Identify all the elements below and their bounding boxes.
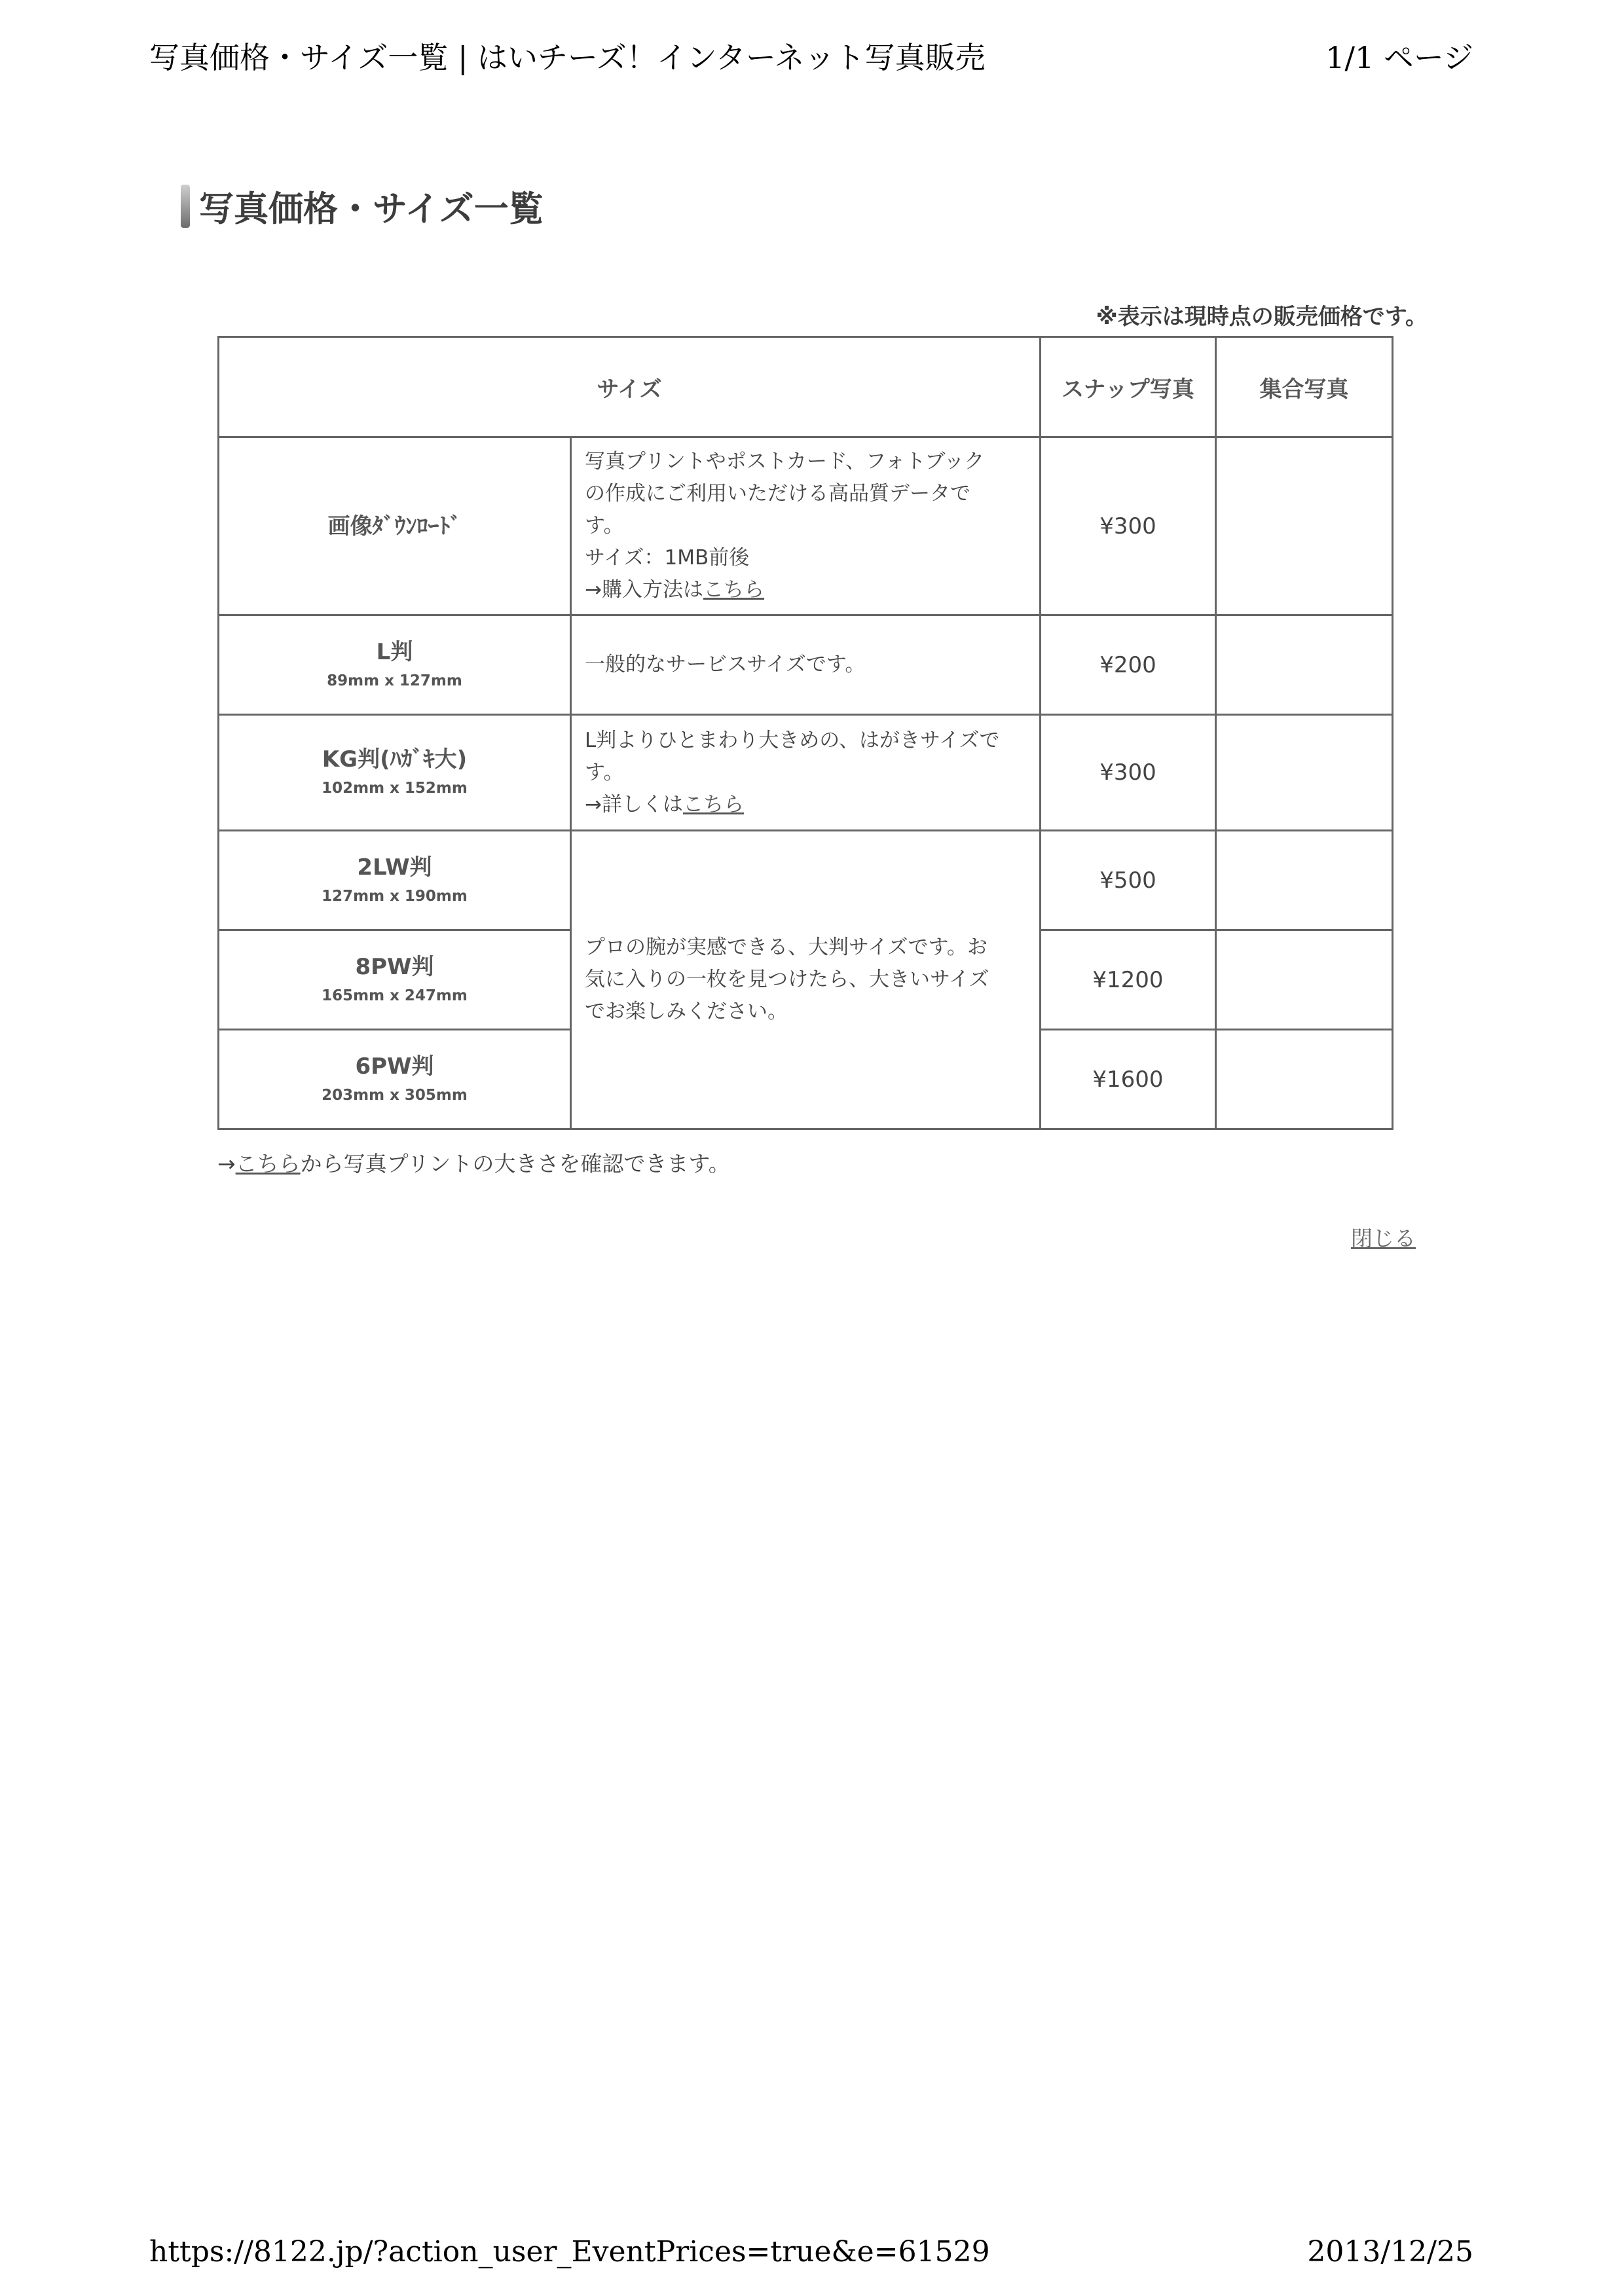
link-prefix: →購入方法は [585,578,703,602]
description-line: 写真プリントやポストカード、フォトブック [585,450,985,473]
group-price [1216,437,1393,615]
table-row [219,831,1393,930]
size-name: 8PW判 [355,953,434,980]
description-line: の作成にご利用いただける高品質データで [585,482,970,505]
page-title: 写真価格・サイズ一覧 [199,189,544,229]
header-snap-photo: スナップ写真 [1041,337,1216,437]
description-line: 一般的なサービスサイズです。 [585,653,866,676]
size-dimensions: 127mm x 190mm [322,887,468,905]
group-price [1216,615,1393,715]
purchase-method-line [585,574,1031,606]
description-line: でお楽しみください。 [585,1000,788,1023]
size-cell [219,615,571,715]
description-line: す。 [585,514,624,538]
size-cell [219,437,571,615]
page-heading [181,183,544,229]
print-size-note [217,1147,730,1178]
print-footer-url: https://8122.jp/?action_user_EventPrices=true&e=61529 [149,2235,990,2269]
size-name: KG判(ﾊｶﾞｷ大) [322,746,468,773]
snap-price: ¥300 [1041,715,1216,831]
print-header-page-number: 1/1 ページ [1325,40,1473,75]
table-header-row [219,337,1393,437]
size-name: 6PW判 [355,1053,434,1080]
header-size: サイズ [219,337,1041,437]
group-price [1216,1030,1393,1129]
size-name: 画像ﾀﾞｳﾝﾛｰﾄﾞ [327,513,462,539]
snap-price: ¥300 [1041,437,1216,615]
details-line [585,789,1031,821]
description-line: サイズ：1MB前後 [585,546,750,570]
header-group-photo: 集合写真 [1216,337,1393,437]
group-price [1216,930,1393,1030]
description-cell [571,615,1041,715]
purchase-method-link[interactable]: こちら [703,578,764,602]
print-header-title: 写真価格・サイズ一覧 | はいチーズ！インターネット写真販売 [149,40,986,75]
size-cell [219,831,571,930]
size-cell [219,1030,571,1129]
close-link[interactable]: 閉じる [1351,1226,1416,1251]
print-footer-date: 2013/12/25 [1307,2235,1473,2269]
snap-price: ¥1600 [1041,1030,1216,1129]
description-line: プロの腕が実感できる、大判サイズです。お [585,936,988,959]
group-price [1216,715,1393,831]
table-row [219,437,1393,615]
print-size-link[interactable]: こちら [235,1151,301,1176]
size-dimensions: 203mm x 305mm [322,1086,468,1104]
group-price [1216,831,1393,930]
description-line: L判よりひとまわり大きめの、はがきサイズで [585,728,1000,752]
description-cell [571,831,1041,1129]
heading-bar-icon [181,185,190,228]
details-link[interactable]: こちら [682,792,744,816]
description-line: す。 [585,760,624,784]
description-line: 気に入りの一枚を見つけたら、大きいサイズ [585,968,989,991]
link-prefix: →詳しくは [585,792,683,816]
snap-price: ¥200 [1041,615,1216,715]
table-row [219,615,1393,715]
size-cell [219,930,571,1030]
price-table [217,336,1393,1130]
footnote-suffix: から写真プリントの大きさを確認できます。 [300,1151,730,1176]
description-cell [571,437,1041,615]
size-dimensions: 165mm x 247mm [322,987,468,1004]
size-name: 2LW判 [357,854,432,881]
table-row [219,715,1393,831]
description-cell [571,715,1041,831]
size-dimensions: 89mm x 127mm [327,672,462,689]
footnote-prefix: → [217,1151,236,1176]
size-cell [219,715,571,831]
snap-price: ¥1200 [1041,930,1216,1030]
size-dimensions: 102mm x 152mm [322,780,468,797]
snap-price: ¥500 [1041,831,1216,930]
price-note: ※表示は現時点の販売価格です。 [1096,304,1428,330]
size-name: L判 [376,638,413,665]
